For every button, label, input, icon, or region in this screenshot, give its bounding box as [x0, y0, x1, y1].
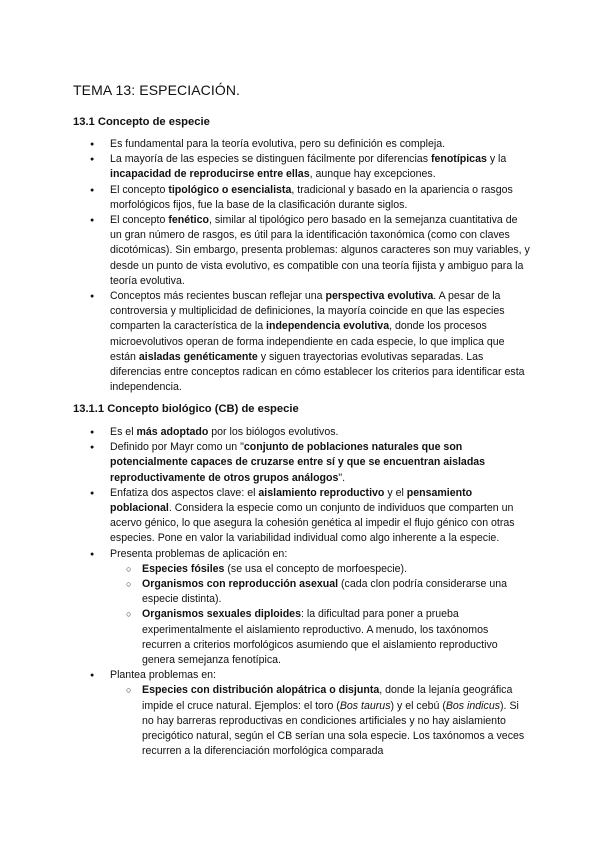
sub-list-item: ○ Especies fósiles (se usa el concepto de morfoespecie).: [126, 562, 530, 577]
section-heading-13-1-1: 13.1.1 Concepto biológico (CB) de especie: [73, 403, 299, 415]
list-item: ● Enfatiza dos aspectos clave: el aislamiento reproductivo y el pensamiento poblacional. Considera la especie como un conjunto de individuos que comparten un acervo génico, lo que asegura la cohesión genética al impedir el flujo génico con otras especies. Pone en valor la variabilidad individual como algo inherente a la especie.: [90, 486, 530, 547]
list-item: ● La mayoría de las especies se distinguen fácilmente por diferencias fenotípicas y la incapacidad de reproducirse entre ellas, aunque hay excepciones.: [90, 152, 530, 182]
list-item: ● Es fundamental para la teoría evolutiva, pero su definición es compleja.: [90, 137, 530, 152]
sub-list-item: ○ Especies con distribución alopátrica o disjunta, donde la lejanía geográfica impide el cruce natural. Ejemplos: el toro (Bos taurus) y el cebú (Bos indicus). Si no hay barreras reproductivas en condiciones artificiales y no hay aislamiento precigótico natural, según el CB serían una sola especie. Los taxónomos a veces recurren a la diferenciación morfológica comparada: [126, 683, 530, 759]
sub-list-item: ○ Organismos sexuales diploides: la dificultad para poner a prueba experimentalmente el aislamiento reproductivo. A menudo, los taxónomos recurren a criterios morfológicos asumiendo que el aislamiento reproductivo genera semejanza fenotípica.: [126, 607, 530, 668]
section-13-1-list: [90, 137, 530, 395]
list-item: ● Plantea problemas en: ○ Especies con distribución alopátrica o disjunta, donde la lejanía geográfica impide el cruce natural. Ejemplos: el toro (Bos taurus) y el cebú (Bos indicus). Si no hay barreras reproductivas en condiciones artificiales y no hay aislamiento precigótico natural, según el CB serían una sola especie. Los taxónomos a veces recurren a la diferenciación morfológica comparada: [90, 668, 530, 759]
sub-list-item: ○ Organismos con reproducción asexual (cada clon podría considerarse una especie distinta).: [126, 577, 530, 607]
section-heading-13-1: 13.1 Concepto de especie: [73, 116, 210, 128]
list-item: ● Conceptos más recientes buscan reflejar una perspectiva evolutiva. A pesar de la controversia y multiplicidad de definiciones, la mayoría coincide en que las especies comparten la característica de la independencia evolutiva, donde los procesos microevolutivos operan de forma independiente en cada especie, lo que implica que están aisladas genéticamente y siguen trayectorias evolutivas separadas. Las diferencias entre conceptos radican en cómo establecer los criterios para identificar esta independencia.: [90, 289, 530, 395]
list-item: ● El concepto fenético, similar al tipológico pero basado en la semejanza cuantitativa de un gran número de rasgos, es útil para la identificación taxonómica (como con claves dicotómicas). Sin embargo, presenta problemas: algunos caracteres son muy variables, y desde un punto de vista evolutivo, es compatible con una teoría fijista y ambiguo para la teoría evolutiva.: [90, 213, 530, 289]
problems-sublist: [110, 562, 530, 668]
section-13-1-1-list: [90, 425, 530, 759]
list-item: ● Es el más adoptado por los biólogos evolutivos.: [90, 425, 530, 440]
also-sublist: [110, 683, 530, 759]
list-item: ● Presenta problemas de aplicación en: ○ Especies fósiles (se usa el concepto de morfoespecie). ○ Organismos con reproducción asexual (cada clon podría considerarse una especie distinta). ○ Organismos sexuales diploides: la dificultad para poner a prueba experimentalmente el aislamiento reproductivo. A menudo, los taxónomos recurren a criterios morfológicos asumiendo que el aislamiento reproductivo genera semejanza fenotípica.: [90, 547, 530, 669]
list-item: ● Definido por Mayr como un "conjunto de poblaciones naturales que son potencialmente capaces de cruzarse entre sí y que se encuentran aisladas reproductivamente de otros grupos análogos".: [90, 440, 530, 486]
list-item: ● El concepto tipológico o esencialista, tradicional y basado en la apariencia o rasgos morfológicos fijos, fue la base de la clasificación durante siglos.: [90, 183, 530, 213]
page-title: TEMA 13: ESPECIACIÓN.: [73, 82, 241, 98]
